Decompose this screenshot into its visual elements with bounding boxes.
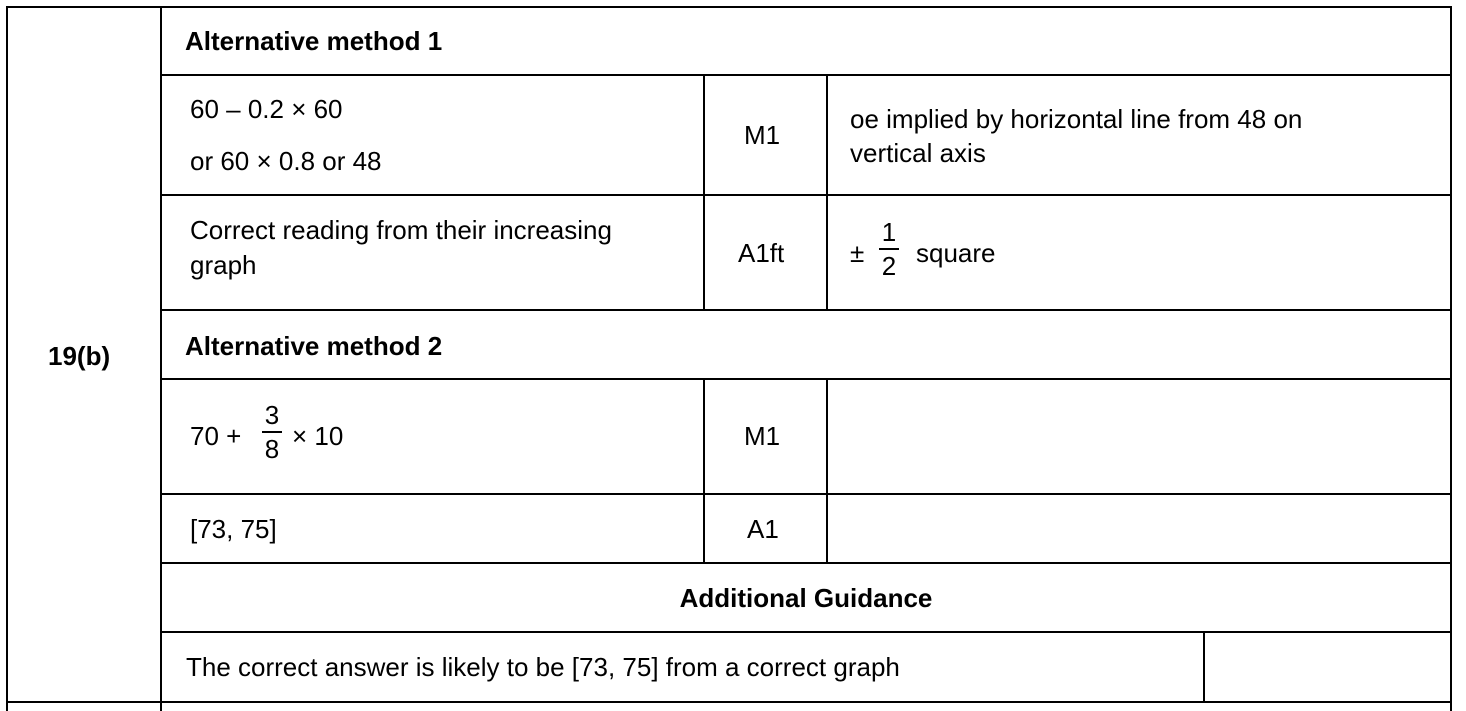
guidance-divider	[1203, 631, 1205, 703]
method1-row2-comment-suffix: square	[916, 238, 996, 268]
method2-row1-answer-suffix: × 10	[292, 421, 344, 451]
method1-row1-answer-line1: 60 – 0.2 × 60	[190, 94, 343, 124]
method1-row1-answer-line2: or 60 × 0.8 or 48	[190, 146, 382, 176]
row-divider	[160, 493, 1452, 495]
method1-row2-mark: A1ft	[738, 238, 785, 268]
method2-row1-mark: M1	[744, 421, 781, 451]
plus-minus-sign: ±	[850, 238, 865, 268]
method2-row1-answer-prefix: 70 +	[190, 421, 242, 451]
row-divider	[160, 562, 1452, 564]
bottom-border	[6, 701, 1452, 703]
outer-right-border	[1450, 6, 1452, 711]
fraction-bar	[879, 248, 899, 250]
fraction-denominator: 8	[264, 434, 280, 464]
method1-heading: Alternative method 1	[185, 26, 443, 56]
fraction-numerator: 3	[264, 400, 280, 430]
guidance-heading: Additional Guidance	[679, 583, 933, 613]
answer-mark-divider	[703, 74, 705, 311]
half-fraction	[879, 218, 899, 280]
row-divider	[160, 378, 1452, 380]
guidance-text: The correct answer is likely to be [73, 75] from a correct graph	[186, 652, 900, 682]
method1-row2-answer-line2: graph	[190, 250, 257, 280]
row-divider	[160, 309, 1452, 311]
method1-row1-comment-line1: oe implied by horizontal line from 48 on	[850, 104, 1303, 134]
fraction-denominator: 2	[881, 251, 897, 281]
fraction-bar	[262, 431, 282, 433]
mark-comment-divider	[826, 378, 828, 564]
question-number: 19(b)	[48, 341, 111, 371]
method2-row2-mark: A1	[747, 514, 779, 544]
row-divider	[160, 194, 1452, 196]
outer-top-border	[6, 6, 1452, 8]
fraction-numerator: 1	[881, 217, 897, 247]
row-divider	[160, 74, 1452, 76]
three-eighths-fraction	[262, 401, 282, 463]
answer-mark-divider	[703, 378, 705, 564]
mark-comment-divider	[826, 74, 828, 311]
outer-left-border	[6, 6, 8, 711]
method2-row2-answer: [73, 75]	[190, 514, 277, 544]
row-divider	[160, 631, 1452, 633]
method2-heading: Alternative method 2	[185, 331, 443, 361]
method1-row2-answer-line1: Correct reading from their increasing	[190, 215, 612, 245]
method1-row1-mark: M1	[744, 120, 781, 150]
method1-row1-comment-line2: vertical axis	[850, 138, 986, 168]
